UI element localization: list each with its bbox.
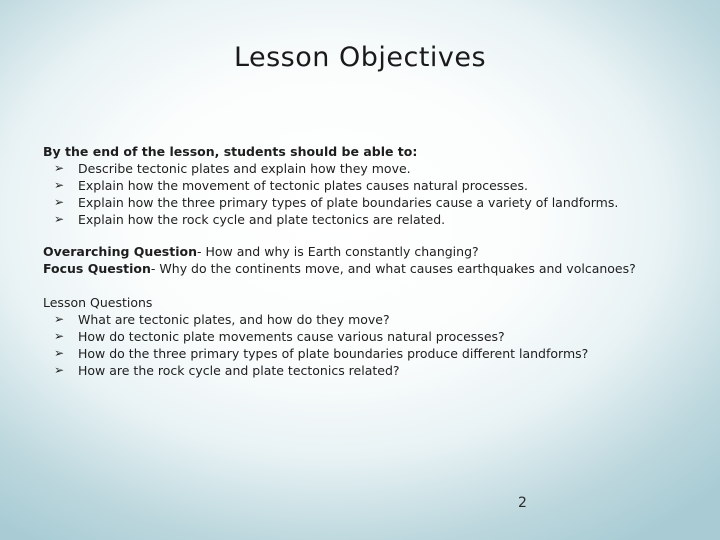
overarching-question-label: Overarching Question xyxy=(43,244,197,259)
list-item xyxy=(43,177,618,194)
arrow-bullet-icon: ➢ xyxy=(54,312,65,326)
list-item xyxy=(43,160,618,177)
objective-text: Explain how the movement of tectonic plates causes natural processes. xyxy=(78,178,528,193)
list-item xyxy=(43,328,588,345)
overarching-question-text: - How and why is Earth constantly changing? xyxy=(197,244,479,259)
objective-text: Explain how the rock cycle and plate tectonics are related. xyxy=(78,212,446,227)
overarching-question xyxy=(43,243,636,260)
questions-section xyxy=(43,243,636,277)
objectives-heading: By the end of the lesson, students should be able to: xyxy=(43,144,418,159)
arrow-bullet-icon: ➢ xyxy=(54,195,65,209)
lesson-question-text: How do the three primary types of plate boundaries produce different landforms? xyxy=(78,346,589,361)
objective-text: Describe tectonic plates and explain how they move. xyxy=(78,161,411,176)
lesson-questions-list xyxy=(43,311,588,379)
arrow-bullet-icon: ➢ xyxy=(54,161,65,175)
list-item xyxy=(43,362,588,379)
arrow-bullet-icon: ➢ xyxy=(54,329,65,343)
objective-text: Explain how the three primary types of plate boundaries cause a variety of landforms. xyxy=(78,195,619,210)
arrow-bullet-icon: ➢ xyxy=(54,346,65,360)
list-item xyxy=(43,345,588,362)
slide-title: Lesson Objectives xyxy=(233,42,487,73)
objectives-list xyxy=(43,160,618,228)
lesson-questions-heading: Lesson Questions xyxy=(43,295,153,310)
lesson-questions-section xyxy=(43,294,588,379)
list-item xyxy=(43,194,618,211)
lesson-question-text: What are tectonic plates, and how do they move? xyxy=(78,312,390,327)
focus-question-label: Focus Question xyxy=(43,261,151,276)
page-number: 2 xyxy=(518,495,527,511)
focus-question-text: - Why do the continents move, and what causes earthquakes and volcanoes? xyxy=(150,261,636,276)
list-item xyxy=(43,311,588,328)
lesson-question-text: How are the rock cycle and plate tectonics related? xyxy=(78,363,400,378)
focus-question xyxy=(43,260,636,277)
objectives-section xyxy=(43,143,618,228)
lesson-question-text: How do tectonic plate movements cause various natural processes? xyxy=(78,329,505,344)
arrow-bullet-icon: ➢ xyxy=(54,212,65,226)
arrow-bullet-icon: ➢ xyxy=(54,178,65,192)
list-item xyxy=(43,211,618,228)
arrow-bullet-icon: ➢ xyxy=(54,363,65,377)
